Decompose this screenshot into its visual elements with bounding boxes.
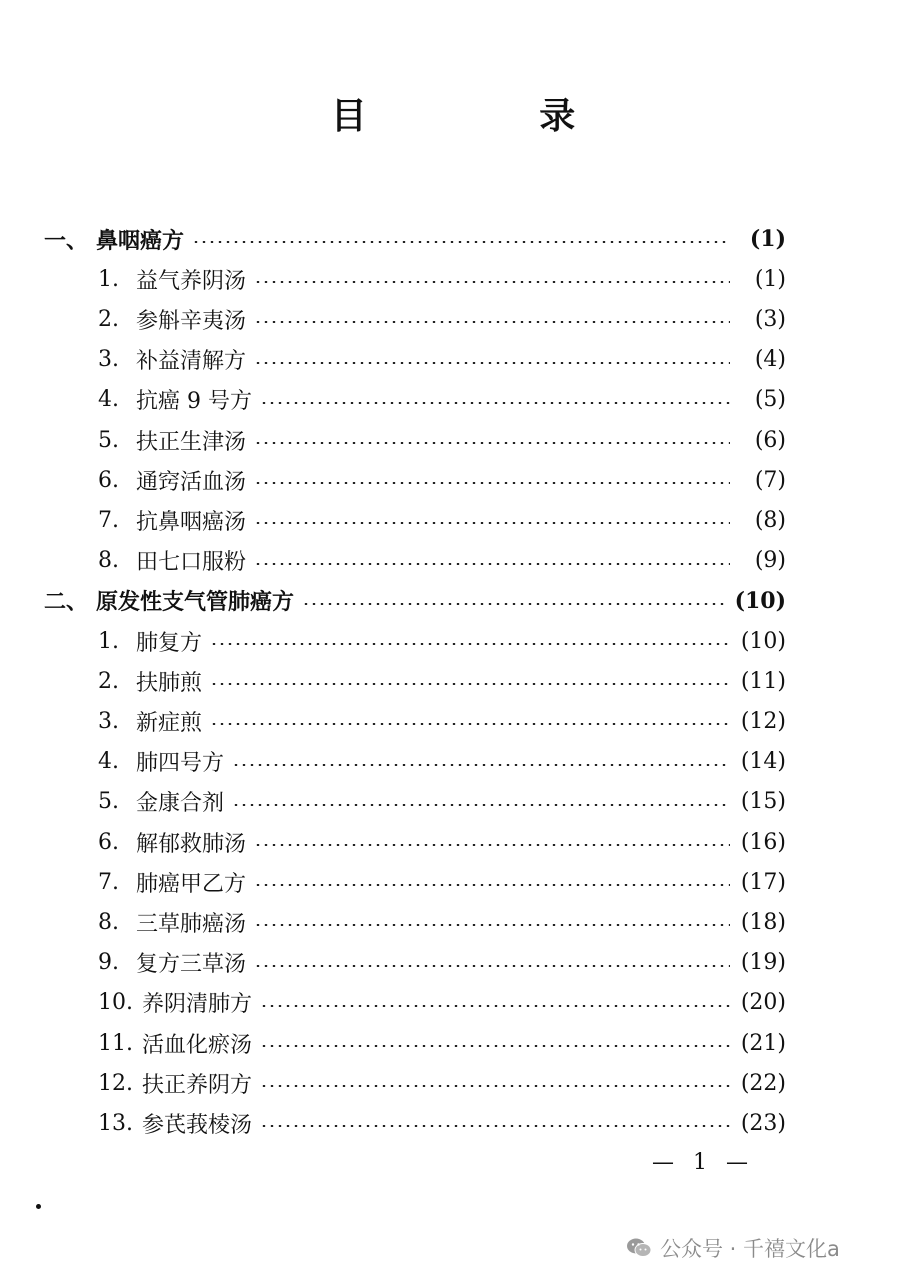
toc-item-row	[98, 262, 786, 296]
toc-label: 解郁救肺汤	[136, 831, 247, 857]
toc-item-row	[98, 664, 786, 698]
toc-label: 抗癌 9 号方	[136, 389, 252, 415]
toc-number: 3.	[98, 347, 119, 373]
toc-item-row	[98, 503, 786, 537]
toc-number: 11.	[98, 1030, 133, 1056]
toc-number: 7.	[98, 869, 119, 895]
watermark-text: 公众号 · 千禧文化a	[660, 1237, 840, 1261]
dot-leader	[254, 482, 730, 484]
toc-page-number: (10)	[740, 628, 786, 654]
toc-number: 2.	[98, 306, 119, 332]
toc-page-number: (15)	[740, 789, 786, 815]
toc-label: 参斛辛夷汤	[136, 308, 247, 334]
toc-item-row	[98, 946, 786, 980]
toc-page-number: (17)	[740, 869, 786, 895]
toc-number: 2.	[98, 668, 119, 694]
toc-item-row	[98, 302, 786, 336]
toc-page-number: (1)	[754, 266, 786, 292]
dot-leader	[254, 884, 730, 886]
dot-leader	[254, 844, 730, 846]
toc-page-number: (4)	[754, 347, 786, 373]
dot-leader	[254, 563, 730, 565]
toc-item-row	[98, 704, 786, 738]
toc-item-row	[98, 1026, 786, 1060]
dot-leader	[254, 281, 730, 283]
toc-page-number: (8)	[754, 507, 786, 533]
toc-number: 8.	[98, 548, 119, 574]
dot-leader	[260, 1085, 730, 1087]
dot-leader	[254, 924, 730, 926]
toc-number: 5.	[98, 789, 119, 815]
toc-label: 扶正养阴方	[142, 1072, 253, 1098]
dot-leader	[254, 442, 730, 444]
dot-leader	[260, 1125, 730, 1127]
toc-number: 1.	[98, 628, 119, 654]
dot-leader	[210, 723, 730, 725]
toc-item-row	[98, 383, 786, 417]
toc-number: 8.	[98, 909, 119, 935]
toc-page-number: (22)	[740, 1070, 786, 1096]
toc-label: 田七口服粉	[136, 550, 247, 576]
toc-page-number: (16)	[740, 829, 786, 855]
toc-page-number: (18)	[740, 909, 786, 935]
toc-number: 10.	[98, 990, 133, 1016]
dot-leader	[232, 804, 730, 806]
toc-label: 活血化瘀汤	[142, 1032, 253, 1058]
toc-page-number: (21)	[740, 1030, 786, 1056]
toc-label: 通窍活血汤	[136, 469, 247, 495]
dot-leader	[260, 1005, 730, 1007]
toc-page-number: (3)	[754, 306, 786, 332]
dot-leader	[254, 321, 730, 323]
toc-page-number: (19)	[740, 950, 786, 976]
toc-number: 二、	[44, 590, 89, 616]
toc-number: 1.	[98, 266, 119, 292]
dot-leader	[260, 1045, 730, 1047]
toc-number: 9.	[98, 950, 119, 976]
toc-item-row	[98, 624, 786, 658]
toc-page-number: (20)	[740, 990, 786, 1016]
toc-number: 4.	[98, 749, 119, 775]
dot-leader	[254, 362, 730, 364]
dot-leader	[232, 764, 730, 766]
toc-number: 6.	[98, 467, 119, 493]
toc-page-number: (6)	[754, 427, 786, 453]
toc-label: 益气养阴汤	[136, 268, 247, 294]
toc-label: 新症煎	[136, 710, 203, 736]
toc-number: 3.	[98, 708, 119, 734]
dot-leader	[260, 402, 730, 404]
toc-page-number: (11)	[740, 668, 786, 694]
toc-label: 三草肺癌汤	[136, 911, 247, 937]
toc-item-row	[98, 1106, 786, 1140]
toc-item-row	[98, 544, 786, 578]
toc-item-row	[98, 745, 786, 779]
toc-page-number: (10)	[734, 587, 786, 614]
watermark	[626, 1230, 840, 1266]
page-title: 目 录	[330, 96, 656, 137]
dot-leader	[254, 522, 730, 524]
toc-label: 肺四号方	[136, 751, 225, 777]
toc-label: 扶肺煎	[136, 670, 203, 696]
toc-label: 复方三草汤	[136, 952, 247, 978]
toc-item-row	[98, 343, 786, 377]
toc-label: 金康合剂	[136, 791, 225, 817]
toc-item-row	[98, 1066, 786, 1100]
toc-number: 一、	[44, 228, 89, 254]
wechat-logo-icon	[626, 1237, 652, 1259]
toc-section-row	[44, 222, 786, 256]
toc-page-number: (1)	[749, 226, 786, 252]
stray-mark	[36, 1204, 41, 1209]
toc-label: 原发性支气管肺癌方	[96, 590, 295, 616]
toc-page-number: (14)	[740, 749, 786, 775]
toc-label: 鼻咽癌方	[96, 228, 185, 254]
dot-leader	[210, 683, 730, 685]
toc-label: 肺复方	[136, 630, 203, 656]
toc-item-row	[98, 865, 786, 899]
toc-page-number: (12)	[740, 708, 786, 734]
toc-item-row	[98, 423, 786, 457]
toc-label: 补益清解方	[136, 349, 247, 375]
toc-label: 养阴清肺方	[142, 992, 253, 1018]
toc-item-row	[98, 785, 786, 819]
toc-page-number: (5)	[754, 387, 786, 413]
dot-leader	[192, 241, 730, 243]
toc-page-number: (9)	[754, 548, 786, 574]
page-number: — 1 —	[652, 1150, 754, 1175]
toc-number: 12.	[98, 1070, 133, 1096]
dot-leader	[302, 603, 727, 605]
toc-item-row	[98, 463, 786, 497]
toc-item-row	[98, 905, 786, 939]
toc-number: 6.	[98, 829, 119, 855]
toc-label: 抗鼻咽癌汤	[136, 509, 247, 535]
toc-number: 5.	[98, 427, 119, 453]
toc-page-number: (7)	[754, 467, 786, 493]
toc-label: 肺癌甲乙方	[136, 871, 247, 897]
toc-number: 7.	[98, 507, 119, 533]
toc-number: 13.	[98, 1110, 133, 1136]
toc-page-number: (23)	[740, 1110, 786, 1136]
toc-number: 4.	[98, 387, 119, 413]
toc-label: 参芪莪棱汤	[142, 1112, 253, 1138]
toc-label: 扶正生津汤	[136, 429, 247, 455]
toc-item-row	[98, 986, 786, 1020]
toc-section-row	[44, 584, 786, 618]
dot-leader	[254, 965, 730, 967]
toc-item-row	[98, 825, 786, 859]
dot-leader	[210, 643, 730, 645]
